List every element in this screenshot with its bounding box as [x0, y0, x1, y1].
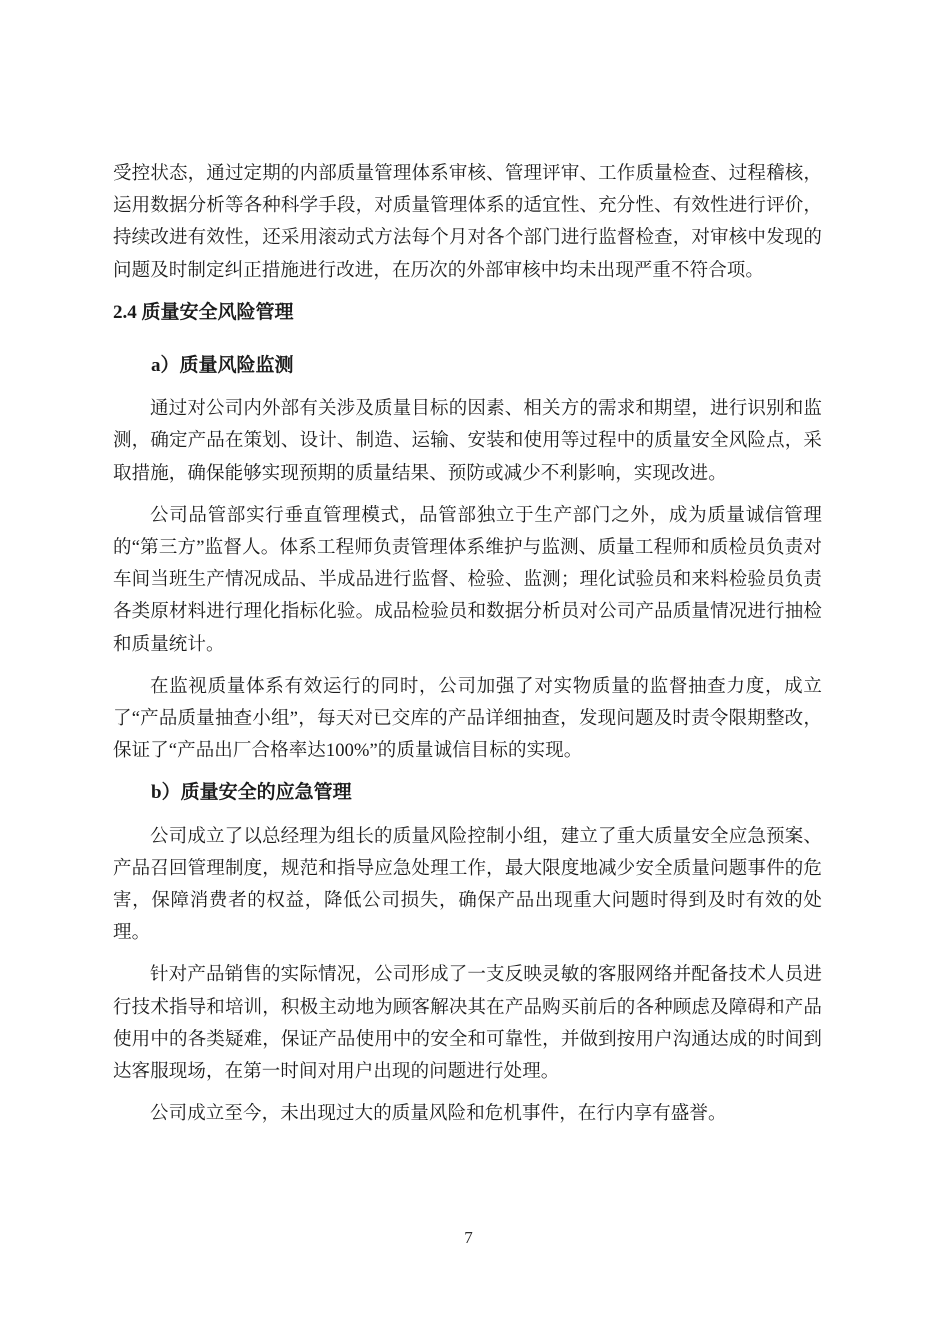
body-paragraph: 针对产品销售的实际情况，公司形成了一支反映灵敏的客服网络并配备技术人员进行技术指导和培训，积极主动地为顾客解决其在产品购买前后的各种顾虑及障碍和产品使用中的各类疑难，保证产品使用中的安全和可靠性，并做到按用户沟通达成的时间到达客服现场，在第一时间对用户出现的问题进行处理。: [113, 965, 822, 1083]
page-content: [113, 158, 822, 1140]
subsection-heading-b: b）质量安全的应急管理: [151, 782, 352, 804]
section-heading-2-4: 2.4 质量安全风险管理: [113, 301, 294, 323]
body-paragraph: 在监视质量体系有效运行的同时，公司加强了对实物质量的监督抽查力度，成立了“产品质量抽查小组”，每天对已交库的产品详细抽查，发现问题及时责令限期整改，保证了“产品出厂合格率达100%”的质量诚信目标的实现。: [113, 676, 822, 762]
body-paragraph: 公司成立至今，未出现过大的质量风险和危机事件，在行内享有盛誉。: [150, 1104, 727, 1125]
page-number: 7: [464, 1228, 473, 1247]
body-paragraph-continuation: 受控状态，通过定期的内部质量管理体系审核、管理评审、工作质量检查、过程稽核，运用数据分析等各种科学手段，对质量管理体系的适宜性、充分性、有效性进行评价，持续改进有效性，还采用滚动式方法每个月对各个部门进行监督检查，对审核中发现的问题及时制定纠正措施进行改进，在历次的外部审核中均未出现严重不符合项。: [113, 164, 822, 281]
body-paragraph: 公司成立了以总经理为组长的质量风险控制小组，建立了重大质量安全应急预案、产品召回管理制度，规范和指导应急处理工作，最大限度地减少安全质量问题事件的危害，保障消费者的权益，降低公司损失，确保产品出现重大问题时得到及时有效的处理。: [113, 826, 822, 944]
body-paragraph: 通过对公司内外部有关涉及质量目标的因素、相关方的需求和期望，进行识别和监测，确定产品在策划、设计、制造、运输、安装和使用等过程中的质量安全风险点，采取措施，确保能够实现预期的质量结果、预防或减少不利影响，实现改进。: [113, 399, 822, 484]
body-paragraph: 公司品管部实行垂直管理模式，品管部独立于生产部门之外，成为质量诚信管理的“第三方”监督人。体系工程师负责管理体系维护与监测、质量工程师和质检员负责对车间当班生产情况成品、半成品进行监督、检验、监测；理化试验员和来料检验员负责各类原材料进行理化指标化验。成品检验员和数据分析员对公司产品质量情况进行抽检和质量统计。: [113, 505, 822, 655]
subsection-heading-a: a）质量风险监测: [151, 355, 294, 377]
